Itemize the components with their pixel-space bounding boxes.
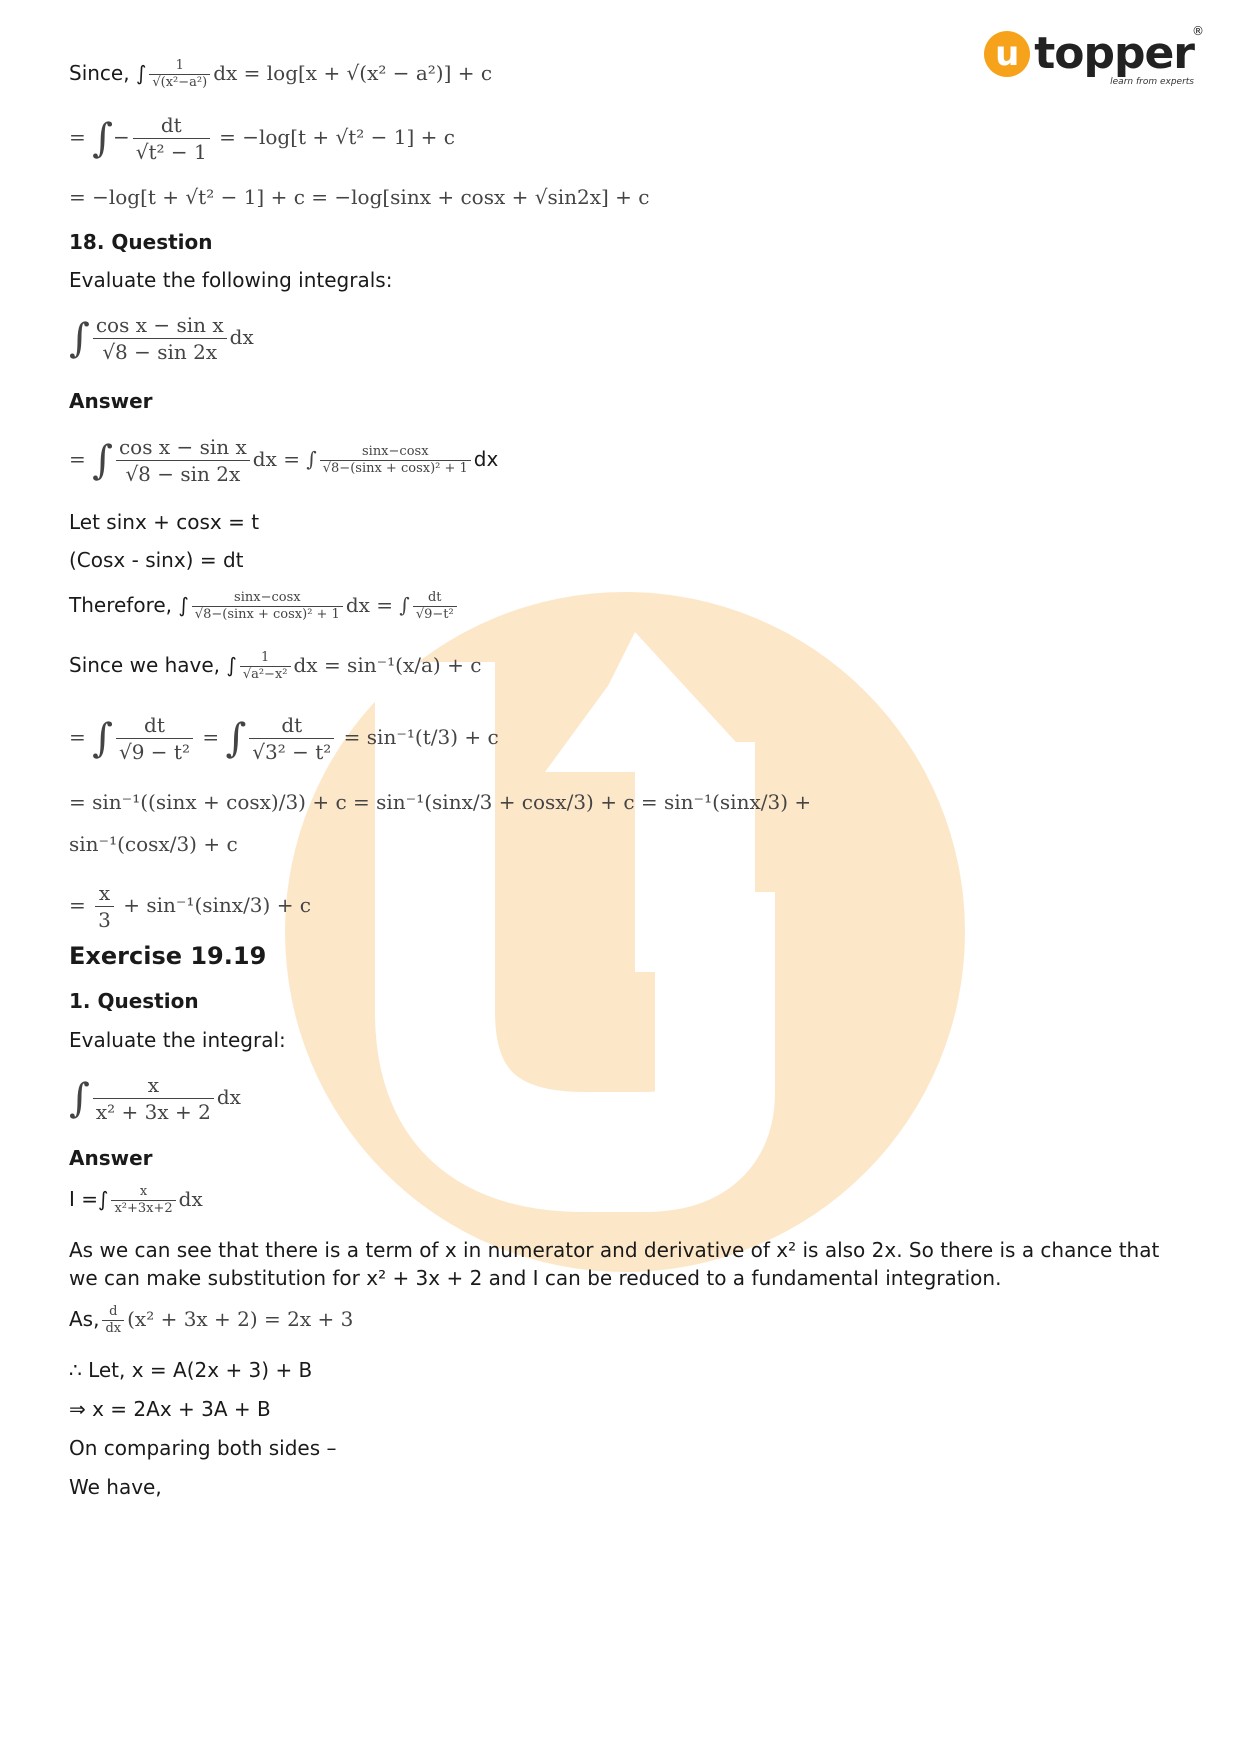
- logo-u-icon: [984, 31, 1030, 77]
- logo-letter: u: [995, 33, 1020, 74]
- frac-den: √t² − 1: [135, 140, 207, 164]
- equals: =: [69, 447, 86, 471]
- equals: =: [69, 125, 86, 149]
- i-definition-line: [69, 1184, 203, 1217]
- math-text: dx = ∫: [345, 593, 410, 617]
- logo-text: topper: [1034, 28, 1194, 79]
- text: Since we have, ∫: [69, 653, 237, 677]
- since-we-have-line: [69, 650, 481, 683]
- question-1-text: Evaluate the integral:: [69, 1028, 286, 1052]
- frac-den: x²+3x+2: [114, 1201, 173, 1216]
- explanation-paragraph: As we can see that there is a term of x in numerator and derivative of x² is also 2x. So there is a chance that we can make substitution for x² + 3x + 2 and I can be reduced to a fundamental integration.: [69, 1238, 1160, 1290]
- text: Since, ∫: [69, 61, 147, 85]
- result-line: [69, 880, 311, 933]
- frac-den: √8−(sinx + cosx)² + 1: [194, 607, 340, 622]
- text: As,: [69, 1307, 100, 1331]
- let-line-1: Let sinx + cosx = t: [69, 510, 260, 534]
- frac-num: dt: [116, 712, 193, 739]
- text: Therefore, ∫: [69, 593, 189, 617]
- equals: =: [69, 893, 86, 917]
- answer-heading-1: Answer: [69, 389, 153, 413]
- integral-sign: ∫: [69, 1075, 90, 1122]
- frac-num: cos x − sin x: [116, 434, 250, 461]
- we-have-line: We have,: [69, 1475, 162, 1499]
- frac-den: √(x²−a²): [152, 75, 208, 90]
- frac-num: sinx−cosx: [320, 444, 471, 461]
- integral-sign: ∫: [225, 715, 247, 762]
- equals: =: [195, 725, 220, 749]
- logo-tagline: learn from experts: [1110, 77, 1194, 87]
- dx: dx: [216, 1085, 241, 1109]
- frac-den: √8 − sin 2x: [102, 340, 218, 364]
- question-18-heading: 18. Question: [69, 230, 213, 254]
- frac-num: dt: [133, 112, 210, 139]
- frac-num: x: [111, 1184, 175, 1201]
- math-text: = sin⁻¹(t/3) + c: [337, 725, 499, 749]
- dx: dx: [178, 1187, 203, 1211]
- comparing-line: On comparing both sides –: [69, 1436, 337, 1460]
- math-text: dx = log[x + √(x² − a²)] + c: [213, 61, 493, 85]
- question-18-integral: [69, 312, 254, 365]
- frac-num: dt: [413, 590, 457, 607]
- integral-sign: ∫: [92, 115, 113, 162]
- question-1-integral: [69, 1072, 241, 1125]
- integral-sign: ∫: [92, 715, 113, 762]
- math-text: (x² + 3x + 2) = 2x + 3: [127, 1307, 354, 1331]
- frac-num: d: [102, 1304, 124, 1321]
- let-line-2: (Cosx - sinx) = dt: [69, 548, 244, 572]
- frac-num: x: [95, 880, 114, 907]
- exercise-heading: Exercise 19.19: [69, 942, 267, 970]
- question-1-heading: 1. Question: [69, 989, 199, 1013]
- since-line-1: [69, 58, 492, 91]
- frac-num: x: [93, 1072, 214, 1099]
- answer-heading-2: Answer: [69, 1146, 153, 1170]
- as-line: [69, 1304, 353, 1337]
- frac-num: sinx−cosx: [192, 590, 343, 607]
- math-text: dx = sin⁻¹(x/a) + c: [293, 653, 482, 677]
- dx: dx: [229, 325, 254, 349]
- sub-line-1: [69, 712, 499, 765]
- frac-den: √9 − t²: [118, 740, 190, 764]
- dx: dx: [473, 447, 499, 471]
- math-text: dx = ∫: [252, 447, 317, 471]
- topper-logo: [984, 24, 1204, 87]
- frac-num: dt: [249, 712, 334, 739]
- answer-line-1: [69, 434, 498, 487]
- topper-watermark-icon: [285, 592, 965, 1272]
- question-18-text: Evaluate the following integrals:: [69, 268, 393, 292]
- equals: =: [69, 725, 86, 749]
- frac-num: 1: [240, 650, 291, 667]
- frac-den: √8−(sinx + cosx)² + 1: [322, 461, 468, 476]
- frac-den: dx: [105, 1321, 122, 1336]
- math-text: = −log[t + √t² − 1] + c: [212, 125, 455, 149]
- sub-line-2: = sin⁻¹((sinx + cosx)/3) + c = sin⁻¹(sinx/3 + cosx/3) + c = sin⁻¹(sinx/3) +: [69, 790, 812, 814]
- logo-registered: ®: [1192, 24, 1204, 38]
- text: I =∫: [69, 1187, 109, 1211]
- frac-num: 1: [149, 58, 210, 75]
- therefore-line: [69, 590, 460, 623]
- frac-den: √3² − t²: [252, 740, 332, 764]
- frac-den: 3: [98, 908, 111, 932]
- frac-num: cos x − sin x: [93, 312, 227, 339]
- frac-den: √9−t²: [415, 607, 454, 622]
- step-line-3: = −log[t + √t² − 1] + c = −log[sinx + cosx + √sin2x] + c: [69, 185, 650, 209]
- integral-sign: ∫: [92, 437, 113, 484]
- step-line-2: [69, 112, 455, 165]
- implies-line: ⇒ x = 2Ax + 3A + B: [69, 1397, 271, 1421]
- let-line-3: ∴ Let, x = A(2x + 3) + B: [69, 1358, 313, 1382]
- integral-sign: ∫: [69, 315, 90, 362]
- minus: −: [112, 125, 130, 149]
- sub-line-3: sin⁻¹(cosx/3) + c: [69, 832, 238, 856]
- math-text: + sin⁻¹(sinx/3) + c: [116, 893, 312, 917]
- frac-den: √a²−x²: [242, 667, 288, 682]
- frac-den: √8 − sin 2x: [125, 462, 241, 486]
- frac-den: x² + 3x + 2: [95, 1100, 211, 1124]
